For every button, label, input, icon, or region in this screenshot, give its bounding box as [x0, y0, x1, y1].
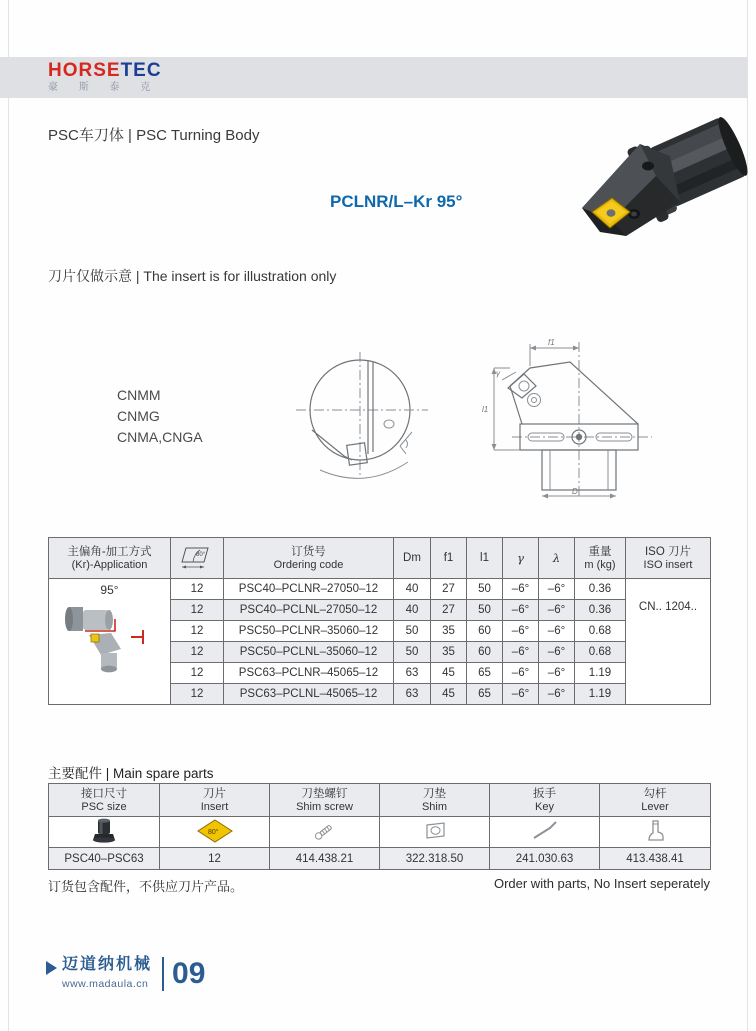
col-key-en: Key [535, 800, 554, 813]
gamma-cell: –6° [503, 621, 539, 642]
weight-cell: 0.36 [575, 579, 626, 600]
gamma-cell: –6° [503, 579, 539, 600]
application-cell [49, 579, 171, 705]
order-note-cn: 订货包含配件，不供应刀片产品。 [48, 879, 244, 894]
order-notes [48, 876, 710, 895]
f1-cell: 45 [431, 663, 467, 684]
lambda-cell: –6° [539, 642, 575, 663]
insert-cell [160, 817, 270, 848]
svg-text:D: D [572, 487, 578, 496]
dm-cell: 40 [394, 579, 431, 600]
col-psc-size [49, 784, 160, 817]
spare-parts-header-row [49, 784, 711, 817]
insert-type: CNMG [117, 408, 160, 424]
footer-company: 迈道纳机械 [62, 956, 153, 973]
lever-value: 413.438.41 [600, 848, 711, 870]
insert-size-cell: 12 [171, 663, 224, 684]
col-insert-cn: 刀片 [203, 787, 226, 800]
insert-size-cell: 12 [171, 642, 224, 663]
dm-cell: 50 [394, 621, 431, 642]
col-weight-en: m (kg) [584, 558, 616, 571]
gamma-cell: –6° [503, 663, 539, 684]
insert-type: CNMA,CNGA [117, 429, 203, 445]
insert-shape-80deg-icon [180, 544, 214, 570]
page-title: PSC车刀体 | PSC Turning Body [48, 127, 260, 144]
shim-icon [420, 818, 450, 844]
ordering-code-cell: PSC40–PCLNL–27050–12 [224, 600, 394, 621]
svg-text:80°: 80° [207, 828, 219, 836]
ordering-table-header-row [49, 538, 711, 579]
footer-website: www.madaula.cn [62, 978, 149, 990]
col-shim-cn: 刀垫 [423, 787, 446, 800]
col-lever-cn: 勾杆 [643, 787, 667, 800]
col-lever-en: Lever [641, 800, 669, 813]
lambda-cell: –6° [539, 663, 575, 684]
col-iso-insert [626, 538, 711, 579]
svg-text:80°: 80° [196, 551, 206, 558]
side-view-drawing [472, 336, 670, 509]
ordering-table [48, 537, 711, 705]
col-weight-cn: 重量 [588, 545, 612, 558]
col-application [49, 538, 171, 579]
lever-icon [640, 818, 670, 844]
key-icon [528, 818, 562, 844]
col-weight [575, 538, 626, 579]
footer-divider [162, 957, 164, 991]
spare-parts-title: 主要配件 | Main spare parts [48, 766, 214, 781]
brand-logo [48, 61, 162, 93]
lambda-cell: –6° [539, 600, 575, 621]
play-triangle-icon [46, 961, 57, 975]
dm-cell: 63 [394, 663, 431, 684]
f1-cell: 27 [431, 579, 467, 600]
col-shim-screw [270, 784, 380, 817]
col-ordering-code [224, 538, 394, 579]
front-view-drawing [288, 348, 438, 498]
col-iso-en: ISO insert [643, 558, 693, 571]
spare-parts-table [48, 783, 711, 870]
col-l1: l1 [467, 538, 503, 579]
col-ordering-code-cn: 订货号 [291, 545, 326, 558]
l1-cell: 50 [467, 600, 503, 621]
f1-cell: 35 [431, 642, 467, 663]
footer-brand [46, 956, 205, 992]
brand-logo-wordmark [48, 61, 162, 80]
col-shim [380, 784, 490, 817]
weight-cell: 0.36 [575, 600, 626, 621]
application-direction-image [55, 597, 165, 677]
psc-coupling-icon [89, 818, 119, 844]
col-gamma: γ [503, 538, 539, 579]
col-insert [160, 784, 270, 817]
lambda-cell: –6° [539, 684, 575, 705]
ordering-code-cell: PSC50–PCLNR–35060–12 [224, 621, 394, 642]
svg-text:f1: f1 [548, 338, 555, 347]
shim-cell [380, 817, 490, 848]
page-left-edge [8, 0, 9, 1031]
svg-text:γ: γ [496, 369, 500, 378]
col-lever [600, 784, 711, 817]
weight-cell: 0.68 [575, 642, 626, 663]
col-application-en: (Kr)-Application [71, 558, 148, 571]
brand-logo-tec: TEC [120, 60, 162, 81]
lambda-cell: –6° [539, 621, 575, 642]
weight-cell: 0.68 [575, 621, 626, 642]
insert-size-cell: 12 [171, 579, 224, 600]
spare-parts-value-row [49, 848, 711, 870]
spare-parts-icon-row [49, 817, 711, 848]
psc-size-value: PSC40–PSC63 [49, 848, 160, 870]
col-shim-screw-cn: 刀垫螺钉 [301, 787, 348, 800]
col-psc-size-en: PSC size [81, 800, 127, 813]
ordering-code-cell: PSC63–PCLNL–45065–12 [224, 684, 394, 705]
weight-cell: 1.19 [575, 663, 626, 684]
brand-logo-chinese: 豪 斯 泰 克 [48, 82, 160, 93]
f1-cell: 45 [431, 684, 467, 705]
col-key-cn: 扳手 [533, 787, 556, 800]
weight-cell: 1.19 [575, 684, 626, 705]
lambda-cell: –6° [539, 579, 575, 600]
l1-cell: 65 [467, 684, 503, 705]
psc-coupling-cell [49, 817, 160, 848]
col-application-cn: 主偏角-加工方式 [67, 545, 152, 558]
l1-cell: 60 [467, 642, 503, 663]
shim-value: 322.318.50 [380, 848, 490, 870]
col-shim-en: Shim [421, 800, 448, 813]
insert-illustration-note: 刀片仅做示意 | The insert is for illustration only [48, 268, 337, 284]
col-insert-shape [171, 538, 224, 579]
gamma-cell: –6° [503, 642, 539, 663]
insert-size-cell: 12 [171, 621, 224, 642]
insert-icon [194, 818, 236, 844]
col-shim-screw-en: Shim screw [296, 800, 353, 813]
f1-cell: 35 [431, 621, 467, 642]
col-psc-size-cn: 接口尺寸 [81, 787, 127, 800]
insert-size-cell: 12 [171, 600, 224, 621]
insert-type: CNMM [117, 387, 161, 403]
dm-cell: 63 [394, 684, 431, 705]
page-number: 09 [172, 957, 206, 990]
insert-type-list [117, 385, 203, 448]
iso-insert-cell: CN.. 1204.. [626, 579, 711, 705]
key-cell [490, 817, 600, 848]
kr-angle: 95° [100, 583, 119, 597]
turning-body-render-image [560, 110, 750, 268]
col-lambda: λ [539, 538, 575, 579]
svg-text:l1: l1 [482, 405, 489, 414]
ordering-code-cell: PSC40–PCLNR–27050–12 [224, 579, 394, 600]
dm-cell: 40 [394, 600, 431, 621]
footer-company-block [62, 956, 152, 992]
l1-cell: 50 [467, 579, 503, 600]
col-key [490, 784, 600, 817]
col-insert-en: Insert [200, 800, 229, 813]
table-row [49, 579, 711, 600]
lever-cell [600, 817, 711, 848]
brand-logo-horse: HORSE [48, 60, 121, 81]
product-photo [560, 110, 750, 273]
ordering-code-cell: PSC50–PCLNL–35060–12 [224, 642, 394, 663]
col-f1: f1 [431, 538, 467, 579]
key-value: 241.030.63 [490, 848, 600, 870]
order-note-en: Order with parts, No Insert seperately [493, 876, 710, 891]
shim-screw-value: 414.438.21 [270, 848, 380, 870]
col-ordering-code-en: Ordering code [273, 558, 344, 571]
l1-cell: 60 [467, 621, 503, 642]
dm-cell: 50 [394, 642, 431, 663]
gamma-cell: –6° [503, 684, 539, 705]
product-title: PCLNR/L–Kr 95° [330, 192, 463, 211]
col-dm: Dm [394, 538, 431, 579]
shim-screw-icon [310, 818, 340, 844]
f1-cell: 27 [431, 600, 467, 621]
insert-value: 12 [160, 848, 270, 870]
gamma-cell: –6° [503, 600, 539, 621]
l1-cell: 65 [467, 663, 503, 684]
insert-size-cell: 12 [171, 684, 224, 705]
col-iso-cn: ISO 刀片 [644, 545, 691, 558]
ordering-code-cell: PSC63–PCLNR–45065–12 [224, 663, 394, 684]
shim-screw-cell [270, 817, 380, 848]
